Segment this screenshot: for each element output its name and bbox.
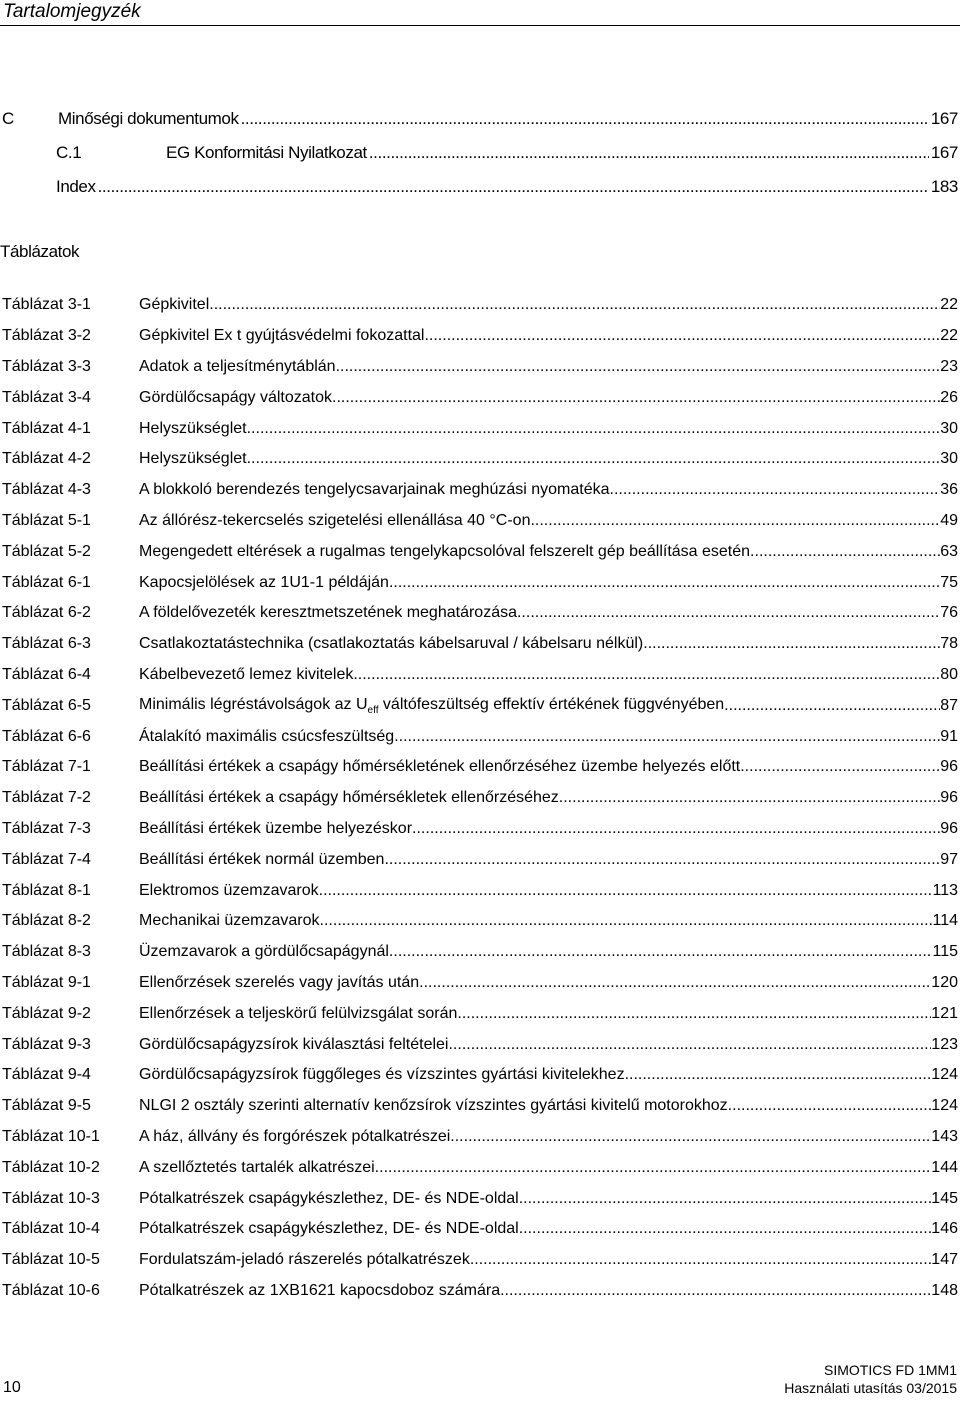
dot-leader [394, 728, 940, 746]
table-list-item[interactable] [0, 690, 960, 721]
table-number: Táblázat 4-3 [2, 481, 91, 499]
dot-leader [320, 912, 933, 930]
table-page: 124 [931, 1097, 958, 1115]
dot-leader [517, 604, 940, 622]
table-list-item[interactable] [0, 598, 960, 629]
dot-leader [643, 635, 940, 653]
dot-leader [353, 666, 940, 684]
dot-leader [389, 574, 940, 592]
table-page: 97 [940, 850, 958, 868]
table-page: 23 [940, 357, 958, 375]
dot-leader [424, 327, 940, 345]
dot-leader [247, 450, 941, 468]
table-list-item[interactable] [0, 290, 960, 321]
table-page: 113 [932, 881, 958, 899]
table-title: Beállítási értékek üzembe helyezéskor [139, 819, 413, 837]
dot-leader [419, 974, 931, 992]
table-number: Táblázat 10-6 [2, 1281, 100, 1299]
table-page: 30 [940, 450, 958, 468]
table-title [139, 696, 724, 716]
dot-leader [519, 1220, 932, 1238]
table-number: Táblázat 4-1 [2, 419, 91, 437]
table-title: Üzemzavarok a gördülőcsapágynál [139, 943, 389, 961]
table-title-part: váltófeszültség effektív értékének függvényében [378, 695, 725, 713]
table-page: 80 [940, 665, 958, 683]
table-title: Helyszükséglet [139, 419, 247, 437]
table-title: A ház, állvány és forgórészek pótalkatrészei [139, 1127, 451, 1145]
table-page: 96 [940, 819, 958, 837]
table-page: 49 [940, 511, 958, 529]
dot-leader [98, 177, 929, 197]
dot-leader [728, 1097, 932, 1115]
table-title: Csatlakoztatástechnika (csatlakoztatás kábelsaruval / kábelsaru nélkül) [139, 635, 644, 653]
dot-leader [519, 1190, 932, 1208]
table-list-item[interactable] [0, 998, 960, 1029]
table-list-item[interactable] [0, 506, 960, 537]
table-number: Táblázat 3-1 [2, 296, 91, 314]
table-list-item[interactable] [0, 567, 960, 598]
table-page: 144 [931, 1158, 958, 1176]
toc-entry-title: Minőségi dokumentumok [58, 109, 239, 128]
table-page: 123 [931, 1035, 958, 1053]
table-title: Gördülőcsapágyzsírok kiválasztási feltételei [139, 1035, 449, 1053]
dot-leader [384, 851, 940, 869]
table-number: Táblázat 9-5 [2, 1097, 91, 1115]
table-number: Táblázat 9-1 [2, 973, 91, 991]
table-list [0, 290, 960, 1306]
table-list-item[interactable] [0, 1029, 960, 1060]
dot-leader [500, 1282, 931, 1300]
table-title: Beállítási értékek a csapágy hőmérsékletek ellenőrzéséhez [139, 789, 559, 807]
dot-leader [470, 1251, 931, 1269]
table-number: Táblázat 5-1 [2, 511, 91, 529]
table-number: Táblázat 8-2 [2, 912, 91, 930]
dot-leader [319, 882, 933, 900]
header-title: Tartalomjegyzék [3, 1, 141, 22]
dot-leader [448, 1036, 931, 1054]
table-number: Táblázat 7-3 [2, 819, 91, 837]
table-title: Elektromos üzemzavarok [139, 881, 319, 899]
table-number: Táblázat 10-4 [2, 1220, 100, 1238]
table-page: 76 [940, 604, 958, 622]
table-number: Táblázat 7-1 [2, 758, 91, 776]
table-list-item[interactable] [0, 1060, 960, 1091]
dot-leader [450, 1128, 931, 1146]
dot-leader [457, 1005, 931, 1023]
dot-leader [336, 358, 941, 376]
toc-entry-page: 183 [930, 177, 958, 196]
dot-leader [369, 143, 929, 163]
toc-entry[interactable] [0, 170, 960, 204]
table-list-item[interactable] [0, 906, 960, 937]
section-title: Táblázatok [0, 242, 80, 261]
table-number: Táblázat 9-3 [2, 1035, 91, 1053]
table-list-item[interactable] [0, 536, 960, 567]
dot-leader [559, 789, 940, 807]
table-number: Táblázat 8-3 [2, 943, 91, 961]
toc-entry-label: C.1 [56, 143, 82, 162]
table-number: Táblázat 6-6 [2, 727, 91, 745]
toc-entry[interactable] [0, 136, 960, 170]
table-title: Ellenőrzések szerelés vagy javítás után [139, 973, 420, 991]
table-number: Táblázat 3-2 [2, 327, 91, 345]
table-list-item[interactable] [0, 1152, 960, 1183]
table-page: 147 [931, 1251, 958, 1269]
page-header [0, 0, 960, 26]
toc-entry-page: 167 [930, 143, 958, 162]
table-list-item[interactable] [0, 752, 960, 783]
table-title: Gördülőcsapágy változatok [139, 388, 332, 406]
dot-leader [241, 109, 929, 129]
table-page: 63 [940, 542, 958, 560]
table-number: Táblázat 9-4 [2, 1066, 91, 1084]
table-page: 96 [940, 789, 958, 807]
table-list-item[interactable] [0, 352, 960, 383]
table-number: Táblázat 7-4 [2, 850, 91, 868]
table-page: 36 [940, 481, 958, 499]
table-title: Átalakító maximális csúcsfeszültség [139, 727, 395, 745]
table-title: A földelővezeték keresztmetszetének meghatározása [139, 604, 517, 622]
table-title: Ellenőrzések a teljeskörű felülvizsgálat során [139, 1004, 458, 1022]
toc-entry-title: EG Konformitási Nyilatkozat [166, 143, 367, 162]
table-page: 146 [931, 1220, 958, 1238]
dot-leader [247, 420, 941, 438]
table-number: Táblázat 6-2 [2, 604, 91, 622]
footer-product: SIMOTICS FD 1MM1 [823, 1362, 957, 1378]
dot-leader [750, 543, 940, 561]
table-list-item[interactable] [0, 1245, 960, 1276]
table-page: 145 [931, 1189, 958, 1207]
footer-doc-info [784, 1361, 957, 1397]
table-title: Az állórész-tekercselés szigetelési ellenállása 40 °C-on [139, 511, 531, 529]
table-title: Fordulatszám-jeladó rászerelés pótalkatrészek [139, 1251, 470, 1269]
table-title-subscript: eff [367, 704, 379, 716]
table-number: Táblázat 6-5 [2, 696, 91, 714]
dot-leader [209, 296, 940, 314]
dot-leader [332, 389, 940, 407]
dot-leader [375, 1159, 932, 1177]
toc-entry-page: 167 [930, 109, 958, 128]
table-number: Táblázat 10-3 [2, 1189, 100, 1207]
footer-page-number: 10 [3, 1379, 21, 1396]
table-title: Megengedett eltérések a rugalmas tengelykapcsolóval felszerelt gép beállítása esetén [139, 542, 751, 560]
table-page: 148 [931, 1281, 958, 1299]
table-page: 91 [940, 727, 958, 745]
dot-leader [530, 512, 940, 530]
table-page: 22 [940, 327, 958, 345]
table-title: Adatok a teljesítménytáblán [139, 357, 336, 375]
table-title: Gördülőcsapágyzsírok függőleges és vízszintes gyártási kivitelekhez [139, 1066, 625, 1084]
table-title: A blokkoló berendezés tengelycsavarjainak meghúzási nyomatéka [139, 481, 610, 499]
table-title: Gépkivitel [139, 296, 210, 314]
table-page: 124 [931, 1066, 958, 1084]
table-number: Táblázat 3-3 [2, 357, 91, 375]
table-page: 30 [940, 419, 958, 437]
table-number: Táblázat 8-1 [2, 881, 91, 899]
table-list-item[interactable] [0, 721, 960, 752]
dot-leader [610, 481, 941, 499]
table-title: Beállítási értékek normál üzemben [139, 850, 385, 868]
table-list-item[interactable] [0, 814, 960, 845]
table-page: 121 [931, 1004, 958, 1022]
table-title: Beállítási értékek a csapágy hőmérsékletének ellenőrzéséhez üzembe helyezés előtt. [139, 758, 745, 776]
table-page: 75 [940, 573, 958, 591]
table-title: Helyszükséglet [139, 450, 247, 468]
table-title: Pótalkatrészek csapágykészlethez, DE- és NDE-oldal [139, 1189, 519, 1207]
table-list-item[interactable] [0, 444, 960, 475]
table-number: Táblázat 6-3 [2, 635, 91, 653]
table-page: 143 [931, 1127, 958, 1145]
table-page: 114 [932, 912, 958, 930]
table-list-item[interactable] [0, 475, 960, 506]
table-number: Táblázat 6-4 [2, 665, 91, 683]
table-list-item[interactable] [0, 1183, 960, 1214]
table-list-item[interactable] [0, 783, 960, 814]
table-list-item[interactable] [0, 1091, 960, 1122]
toc-entry-label: C [2, 109, 14, 128]
table-title: Kapocsjelölések az 1U1-1 példáján [139, 573, 389, 591]
table-page: 26 [940, 388, 958, 406]
toc-entry-title: Index [56, 177, 96, 196]
table-list-item[interactable] [0, 937, 960, 968]
table-list-item[interactable] [0, 1214, 960, 1245]
table-number: Táblázat 4-2 [2, 450, 91, 468]
dot-leader [625, 1066, 932, 1084]
table-title: Mechanikai üzemzavarok [139, 912, 320, 930]
table-page: 78 [940, 635, 958, 653]
table-title-part: Minimális légréstávolságok az U [139, 695, 368, 713]
table-page: 96 [940, 758, 958, 776]
table-title: Pótalkatrészek csapágykészlethez, DE- és NDE-oldal [139, 1220, 519, 1238]
dot-leader [389, 943, 933, 961]
table-title: NLGI 2 osztály szerinti alternatív kenőzsírok vízszintes gyártási kivitelű motorokhoz [139, 1097, 728, 1115]
table-page: 115 [932, 943, 958, 961]
dot-leader [724, 697, 940, 715]
table-title: Pótalkatrészek az 1XB1621 kapocsdoboz számára [139, 1281, 501, 1299]
table-number: Táblázat 5-2 [2, 542, 91, 560]
table-list-item[interactable] [0, 660, 960, 691]
table-list-item[interactable] [0, 1122, 960, 1153]
dot-leader [745, 758, 941, 776]
table-title: Kábelbevezető lemez kivitelek [139, 665, 354, 683]
table-list-item[interactable] [0, 1276, 960, 1307]
table-title: Gépkivitel Ex t gyújtásvédelmi fokozattal [139, 327, 425, 345]
table-list-item[interactable] [0, 382, 960, 413]
table-number: Táblázat 10-2 [2, 1158, 100, 1176]
table-page: 22 [940, 296, 958, 314]
table-list-item[interactable] [0, 413, 960, 444]
toc-main [0, 102, 960, 204]
table-list-item[interactable] [0, 321, 960, 352]
table-number: Táblázat 6-1 [2, 573, 91, 591]
table-list-item[interactable] [0, 844, 960, 875]
table-number: Táblázat 9-2 [2, 1004, 91, 1022]
dot-leader [412, 820, 940, 838]
toc-entry[interactable] [0, 102, 960, 136]
table-list-item[interactable] [0, 629, 960, 660]
table-page: 87 [940, 696, 958, 714]
table-list-item[interactable] [0, 968, 960, 999]
table-number: Táblázat 10-1 [2, 1127, 100, 1145]
table-number: Táblázat 3-4 [2, 388, 91, 406]
table-page: 120 [931, 973, 958, 991]
table-number: Táblázat 7-2 [2, 789, 91, 807]
table-list-item[interactable] [0, 875, 960, 906]
table-number: Táblázat 10-5 [2, 1251, 100, 1269]
table-title: A szellőztetés tartalék alkatrészei [139, 1158, 375, 1176]
footer-doc: Használati utasítás 03/2015 [784, 1380, 957, 1396]
